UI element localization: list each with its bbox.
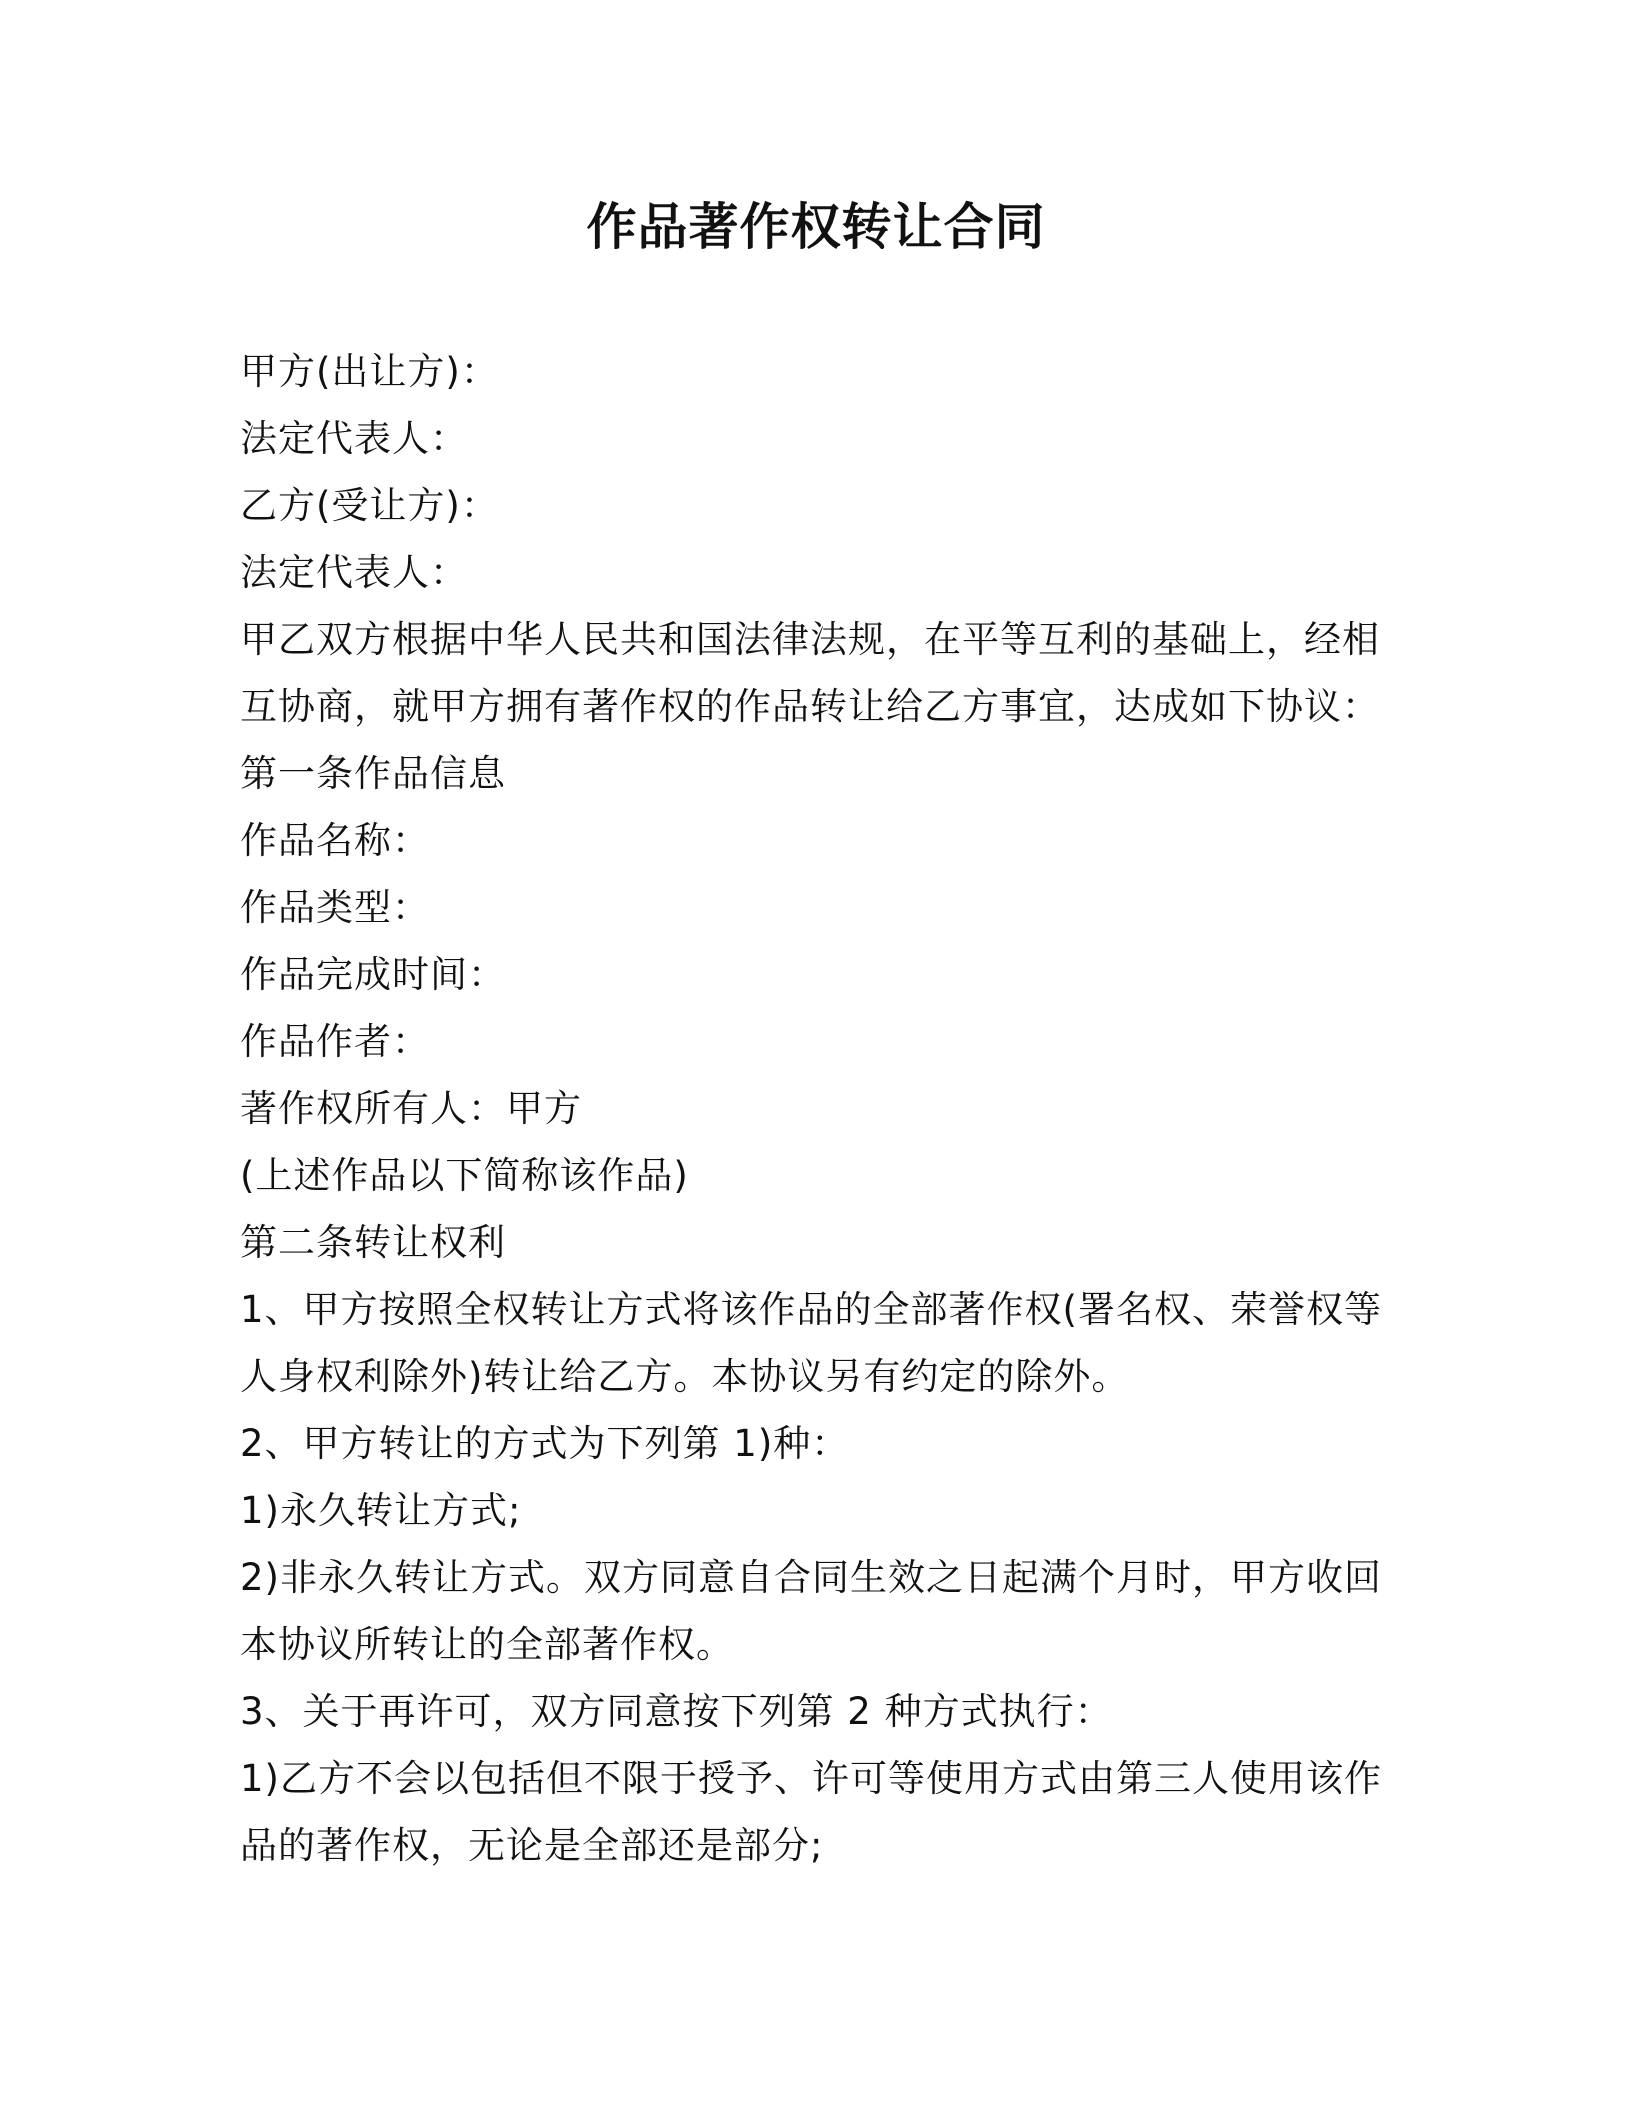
clause-line: 1、甲方按照全权转让方式将该作品的全部著作权(署名权、荣誉权等: [240, 1288, 1382, 1331]
work-completion-time-line: 作品完成时间：: [240, 953, 506, 996]
party-a-representative-line: 法定代表人：: [240, 417, 468, 460]
clause-option-line: 1)永久转让方式;: [240, 1489, 522, 1532]
work-abbreviation-note: (上述作品以下简称该作品): [240, 1154, 689, 1197]
document-title: 作品著作权转让合同: [586, 198, 1046, 256]
copyright-owner-line: 著作权所有人：甲方: [240, 1087, 582, 1130]
article-heading: 第一条作品信息: [240, 752, 506, 795]
contract-body: [240, 338, 1382, 1879]
party-a-line: 甲方(出让方)：: [240, 350, 499, 393]
work-author-line: 作品作者：: [240, 1020, 430, 1063]
clause-line: 3、关于再许可，双方同意按下列第 2 种方式执行：: [240, 1690, 1113, 1733]
clause-line: 人身权利除外)转让给乙方。本协议另有约定的除外。: [240, 1355, 1130, 1398]
party-b-line: 乙方(受让方)：: [240, 484, 499, 527]
clause-line: 2、甲方转让的方式为下列第 1)种：: [240, 1422, 850, 1465]
clause-option-line: 本协议所转让的全部著作权。: [240, 1623, 734, 1666]
article-heading: 第二条转让权利: [240, 1221, 506, 1264]
party-b-representative-line: 法定代表人：: [240, 551, 468, 594]
clause-option-line: 品的著作权，无论是全部还是部分;: [240, 1824, 824, 1867]
preamble-line: 甲乙双方根据中华人民共和国法律法规，在平等互利的基础上，经相: [240, 618, 1380, 661]
clause-option-line: 1)乙方不会以包括但不限于授予、许可等使用方式由第三人使用该作: [240, 1757, 1382, 1800]
clause-option-line: 2)非永久转让方式。双方同意自合同生效之日起满个月时，甲方收回: [240, 1556, 1382, 1599]
work-type-line: 作品类型：: [240, 886, 430, 929]
work-name-line: 作品名称：: [240, 819, 430, 862]
preamble-line: 互协商，就甲方拥有著作权的作品转让给乙方事宜，达成如下协议：: [240, 685, 1380, 728]
